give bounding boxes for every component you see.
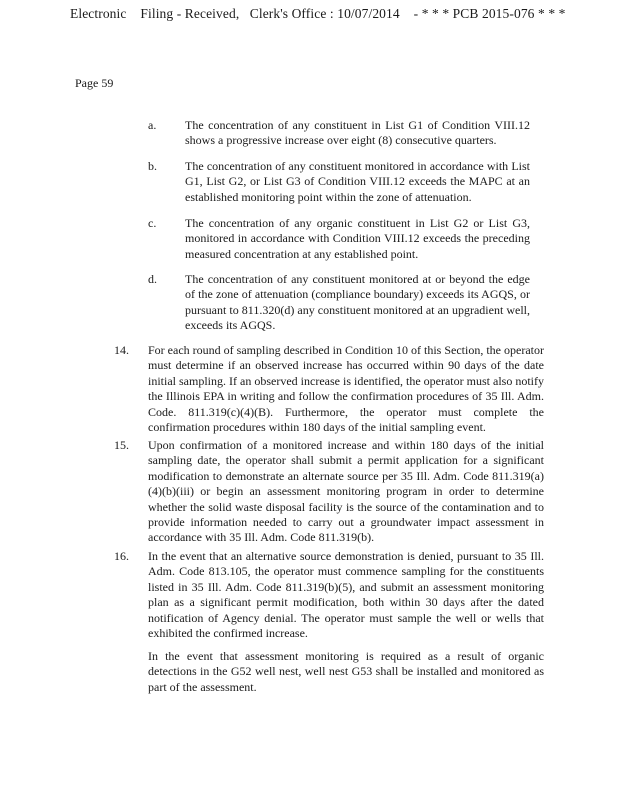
sub-item-label: c. [148,216,157,230]
header-electronic: Electronic [70,6,127,21]
sub-item-text: The concentration of any constituent monitored in accordance with List G1, List G2, or List G3 of Condition VIII.12 exceeds the MAPC at an established monitoring point within the zone of attenuation. [185,159,530,204]
header-filing-received: Filing - Received, [140,6,240,21]
header-case-number: - * * * PCB 2015-076 * * * [413,6,566,21]
sub-item-label: d. [148,272,157,286]
sub-item-text: The concentration of any constituent in List G1 of Condition VIII.12 shows a progressive increase over eight (8) consecutive quarters. [185,118,530,148]
sub-item-label: b. [148,159,157,173]
condition-number: 15. [114,438,129,452]
sub-item-text: The concentration of any organic constituent in List G2 or List G3, monitored in accordance with Condition VIII.12 exceeds the preceding measured concentration at any established point. [185,216,530,261]
condition-number: 14. [114,343,129,357]
page-number: Page 59 [75,76,114,90]
closing-paragraph: In the event that assessment monitoring is required as a result of organic detections in the G52 well nest, well nest G53 shall be installed and monitored as part of the assessment. [148,649,544,694]
header-clerks-office-date: Clerk's Office : 10/07/2014 [249,6,400,21]
condition-number: 16. [114,549,129,563]
sub-item-label: a. [148,118,157,132]
condition-text: Upon confirmation of a monitored increase and within 180 days of the initial sampling date, the operator shall submit a permit application for a significant modification to demonstrate an alternate source per 35 Ill. Adm. Code 811.319(a)(4)(b)(iii) or begin an assessment monitoring program in order to determine whether the solid waste disposal facility is the source of the contamination and to provide information needed to carry out a groundwater impact assessment in accordance with 35 Ill. Adm. Code 811.319(b). [148,438,544,545]
condition-text: In the event that an alternative source demonstration is denied, pursuant to 35 Ill. Adm. Code 813.105, the operator must commence sampling for the constituents listed in 35 Ill. Adm. Code 811.319(b)(5), and submit an assessment monitoring plan as a significant permit modification, both within 30 days after the dated notification of Agency denial. The operator must sample the well or wells that exhibited the confirmed increase. [148,549,544,641]
condition-text: For each round of sampling described in Condition 10 of this Section, the operator must determine if an observed increase has occurred within 90 days of the date initial sampling. If an observed increase is identified, the operator must also notify the Illinois EPA in writing and follow the confirmation procedures of 35 Ill. Adm. Code. 811.319(c)(4)(B). Furthermore, the operator must complete the confirmation procedures within 180 days of the initial sampling event. [148,343,544,435]
filing-header [70,6,566,22]
sub-item-text: The concentration of any constituent monitored at or beyond the edge of the zone of attenuation (compliance boundary) exceeds its AGQS, or pursuant to 811.320(d) any constituent monitored at an upgradient well, exceeds its AGQS. [185,272,530,333]
